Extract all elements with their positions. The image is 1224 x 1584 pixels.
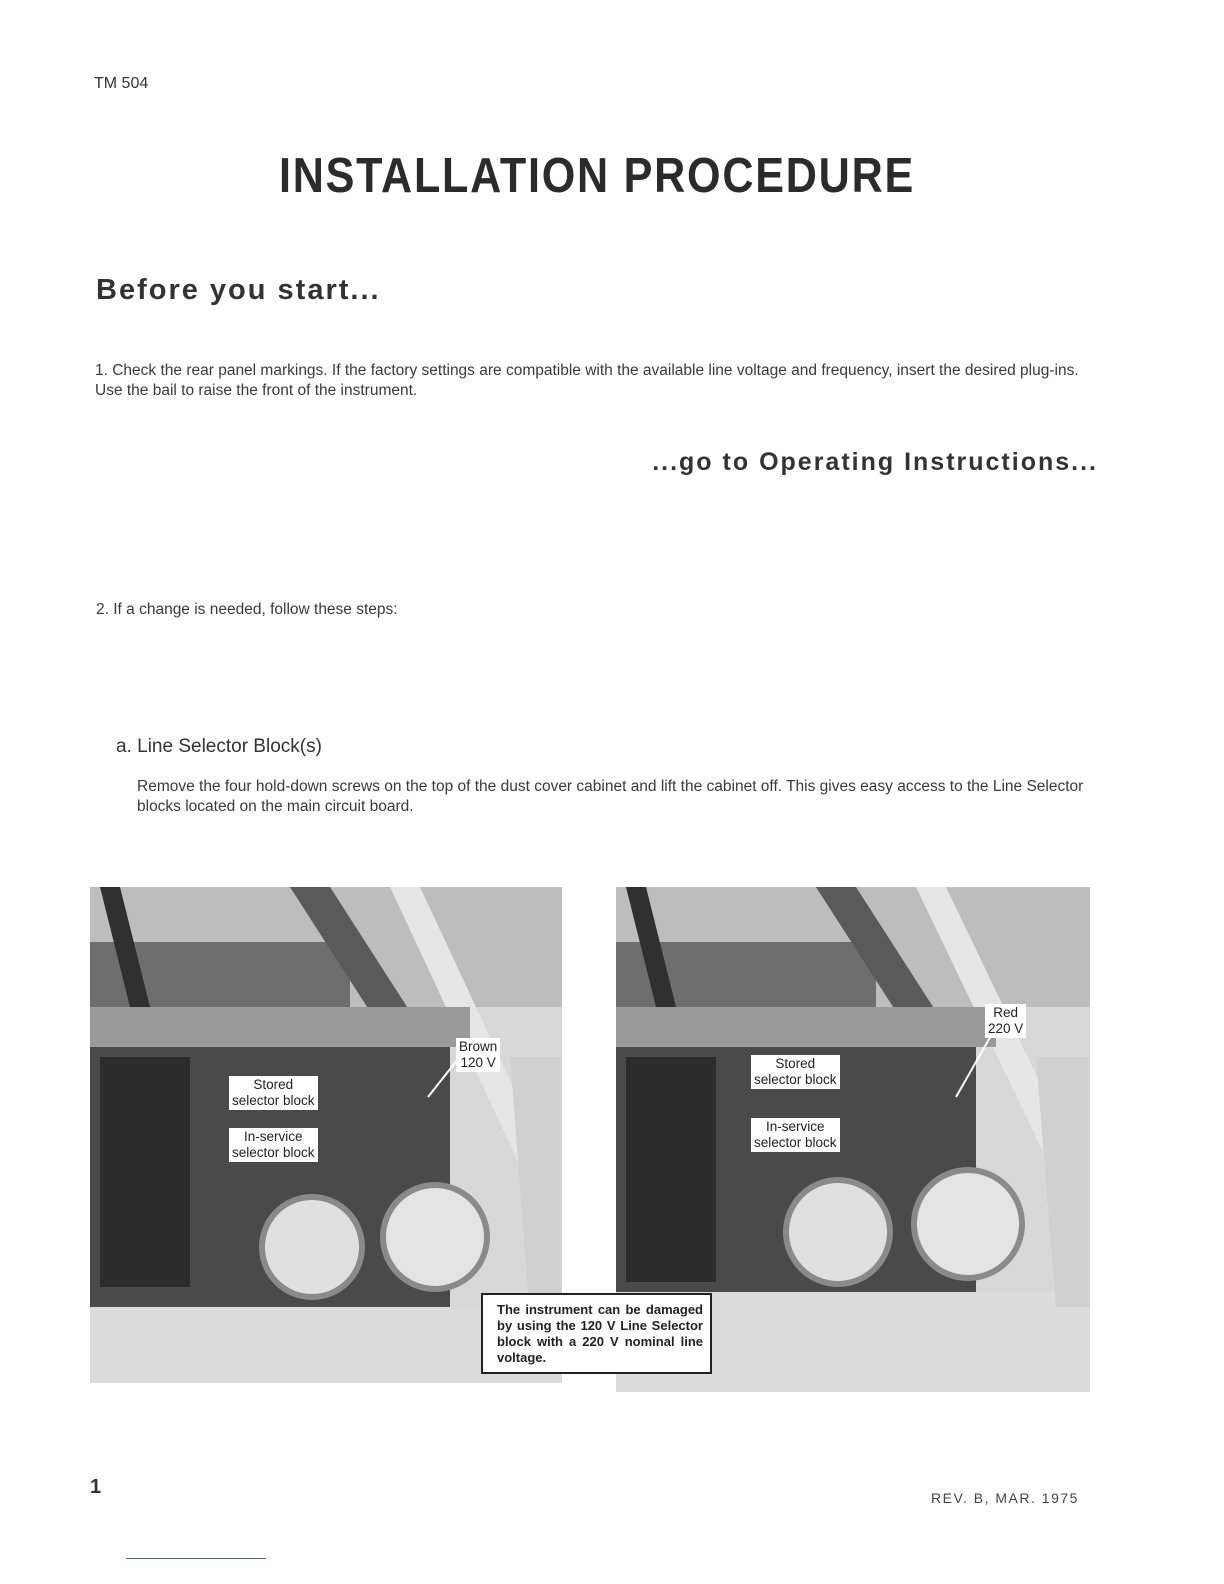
label-inservice-selector-block-left: In-service selector block bbox=[229, 1128, 318, 1162]
page-number: 1 bbox=[90, 1476, 102, 1498]
step-2-text: 2. If a change is needed, follow these steps: bbox=[96, 601, 398, 618]
section-heading: Before you start... bbox=[96, 274, 381, 306]
warning-box: The instrument can be damaged by using the 120 V Line Selector block with a 220 V nominal line voltage. bbox=[481, 1293, 712, 1374]
label-inservice-selector-block-right: In-service selector block bbox=[751, 1118, 840, 1152]
footer-rule bbox=[126, 1558, 266, 1559]
step-1-text: 1. Check the rear panel markings. If the factory settings are compatible with the available line voltage and frequency, insert the desired plug-ins. Use the bail to raise the front of the instrument. bbox=[95, 362, 1079, 399]
label-stored-selector-block-right: Stored selector block bbox=[751, 1055, 840, 1089]
substep-heading: a. Line Selector Block(s) bbox=[116, 736, 322, 757]
goto-operating-instructions: ...go to Operating Instructions... bbox=[652, 448, 1098, 476]
label-red-220v: Red 220 V bbox=[985, 1004, 1026, 1038]
document-id: TM 504 bbox=[94, 75, 149, 92]
label-brown-120v: Brown 120 V bbox=[456, 1038, 500, 1072]
label-stored-selector-block-left: Stored selector block bbox=[229, 1076, 318, 1110]
revision-date: REV. B, MAR. 1975 bbox=[931, 1490, 1079, 1506]
page-title: INSTALLATION PROCEDURE bbox=[278, 149, 915, 203]
substep-text: Remove the four hold-down screws on the top of the dust cover cabinet and lift the cabinet off. This gives easy access to the Line Selector blocks located on the main circuit board. bbox=[137, 778, 1084, 815]
